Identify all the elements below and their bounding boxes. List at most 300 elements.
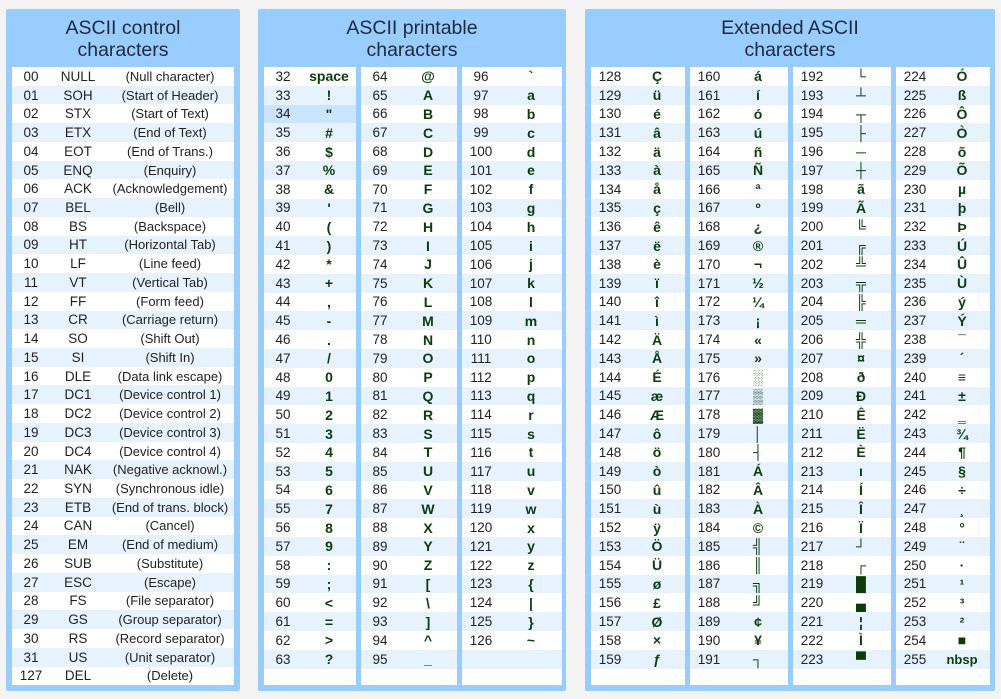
char-cell: nbsp bbox=[946, 651, 978, 667]
table-row bbox=[12, 254, 234, 273]
code-cell: 232 bbox=[903, 219, 927, 235]
table-row bbox=[361, 180, 457, 199]
extended-column bbox=[591, 67, 685, 685]
code-cell: 122 bbox=[469, 557, 493, 573]
char-cell: t bbox=[528, 444, 534, 461]
table-row bbox=[591, 311, 685, 330]
code-cell: 47 bbox=[275, 350, 291, 366]
table-row bbox=[264, 481, 356, 500]
table-row bbox=[361, 142, 457, 161]
table-row bbox=[896, 349, 990, 368]
char-cell: Í bbox=[859, 481, 863, 498]
code-cell: 06 bbox=[23, 181, 39, 197]
code-cell: 164 bbox=[697, 144, 721, 160]
table-row bbox=[12, 273, 234, 292]
char-cell: Ì bbox=[859, 632, 863, 649]
table-row bbox=[462, 330, 562, 349]
code-cell: 254 bbox=[903, 632, 927, 648]
extended-column bbox=[793, 67, 891, 685]
char-cell: b bbox=[526, 105, 536, 122]
char-cell: 2 bbox=[325, 406, 333, 423]
table-row bbox=[591, 142, 685, 161]
code-cell: 126 bbox=[469, 632, 493, 648]
table-row bbox=[264, 142, 356, 161]
char-cell: ç bbox=[653, 199, 661, 216]
abbr-cell: ETB bbox=[64, 499, 92, 515]
code-cell: 242 bbox=[903, 407, 927, 423]
char-cell: │ bbox=[753, 425, 763, 442]
table-row bbox=[12, 479, 234, 498]
char-cell: ¸ bbox=[959, 500, 965, 517]
char-cell: ^ bbox=[423, 632, 433, 649]
char-cell: @ bbox=[421, 68, 435, 85]
code-cell: 201 bbox=[800, 238, 824, 254]
table-row bbox=[591, 123, 685, 142]
char-cell: Ú bbox=[956, 237, 968, 254]
table-row bbox=[361, 330, 457, 349]
table-row bbox=[690, 443, 788, 462]
char-cell: - bbox=[326, 312, 332, 329]
table-row bbox=[591, 424, 685, 443]
char-cell: » bbox=[754, 350, 762, 367]
char-cell: ó bbox=[753, 105, 763, 122]
code-cell: 186 bbox=[697, 557, 721, 573]
char-cell: ¼ bbox=[752, 293, 764, 310]
char-cell: w bbox=[525, 500, 537, 517]
code-cell: 43 bbox=[275, 275, 291, 291]
table-row bbox=[462, 67, 562, 86]
code-cell: 195 bbox=[800, 125, 824, 141]
table-row bbox=[361, 86, 457, 105]
abbr-cell: FS bbox=[69, 593, 87, 609]
code-cell: 18 bbox=[23, 406, 39, 422]
abbr-cell: FF bbox=[69, 293, 87, 309]
char-cell: 9 bbox=[325, 538, 333, 555]
code-cell: 204 bbox=[800, 294, 824, 310]
table-row bbox=[462, 387, 562, 406]
table-row bbox=[264, 387, 356, 406]
char-cell: + bbox=[324, 275, 334, 292]
description-cell: (Form feed) bbox=[136, 293, 204, 309]
code-cell: 15 bbox=[23, 349, 39, 365]
char-cell: v bbox=[527, 481, 535, 498]
table-row bbox=[793, 86, 891, 105]
code-cell: 75 bbox=[372, 275, 388, 291]
table-row bbox=[361, 293, 457, 312]
code-cell: 11 bbox=[23, 274, 38, 290]
char-cell: Ø bbox=[651, 613, 663, 630]
code-cell: 146 bbox=[598, 407, 622, 423]
table-row bbox=[462, 462, 562, 481]
char-cell: ┘ bbox=[856, 538, 866, 555]
code-cell: 124 bbox=[469, 595, 493, 611]
table-row bbox=[12, 573, 234, 592]
code-cell: 220 bbox=[800, 595, 824, 611]
char-cell: Å bbox=[651, 350, 663, 367]
code-cell: 39 bbox=[275, 200, 291, 216]
char-cell: ÿ bbox=[653, 519, 661, 536]
table-row bbox=[690, 105, 788, 124]
char-cell: : bbox=[326, 557, 332, 574]
char-cell: \ bbox=[426, 594, 430, 611]
char-cell: * bbox=[326, 256, 332, 273]
char-cell: ▀ bbox=[856, 651, 866, 668]
char-cell: Ê bbox=[856, 406, 866, 423]
char-cell: Ó bbox=[956, 68, 968, 85]
code-cell: 123 bbox=[469, 576, 493, 592]
table-row bbox=[793, 481, 891, 500]
table-row bbox=[462, 311, 562, 330]
table-row bbox=[361, 424, 457, 443]
char-cell: û bbox=[652, 481, 662, 498]
char-cell: ╬ bbox=[856, 331, 866, 348]
char-cell: ┼ bbox=[856, 162, 866, 179]
description-cell: (Data link escape) bbox=[117, 368, 223, 384]
code-cell: 119 bbox=[470, 501, 492, 517]
char-cell: 4 bbox=[325, 444, 333, 461]
table-row bbox=[591, 481, 685, 500]
char-cell: 1 bbox=[325, 387, 333, 404]
description-cell: (Cancel) bbox=[145, 518, 195, 534]
table-row bbox=[264, 330, 356, 349]
table-row bbox=[462, 443, 562, 462]
printable-section bbox=[258, 9, 566, 691]
code-cell: 04 bbox=[23, 143, 39, 159]
table-row bbox=[896, 650, 990, 669]
code-cell: 174 bbox=[697, 332, 721, 348]
char-cell: ë bbox=[653, 237, 661, 254]
code-cell: 114 bbox=[470, 407, 492, 423]
table-row bbox=[361, 236, 457, 255]
table-row bbox=[793, 67, 891, 86]
table-row bbox=[591, 443, 685, 462]
code-cell: 66 bbox=[372, 106, 388, 122]
code-cell: 211 bbox=[801, 426, 823, 442]
char-cell: O bbox=[422, 350, 434, 367]
table-row bbox=[361, 161, 457, 180]
table-row bbox=[896, 405, 990, 424]
code-cell: 61 bbox=[275, 614, 291, 629]
table-row bbox=[690, 612, 788, 631]
code-cell: 125 bbox=[469, 614, 493, 629]
table-row bbox=[591, 293, 685, 312]
abbr-cell: US bbox=[68, 649, 88, 665]
char-cell: I bbox=[426, 237, 430, 254]
table-row bbox=[793, 537, 891, 556]
table-row bbox=[462, 499, 562, 518]
code-cell: 237 bbox=[903, 313, 927, 329]
code-cell: 76 bbox=[372, 294, 388, 310]
table-row bbox=[896, 217, 990, 236]
code-cell: 158 bbox=[598, 632, 622, 648]
char-cell: x bbox=[527, 519, 535, 536]
code-cell: 93 bbox=[372, 614, 388, 629]
char-cell: i bbox=[529, 237, 533, 254]
description-cell: (End of trans. block) bbox=[111, 499, 229, 515]
code-cell: 85 bbox=[372, 463, 388, 479]
code-cell: 97 bbox=[473, 87, 489, 103]
table-row bbox=[12, 142, 234, 161]
code-cell: 50 bbox=[275, 407, 291, 423]
abbr-cell: STX bbox=[64, 106, 92, 122]
char-cell: > bbox=[324, 632, 334, 649]
table-row bbox=[896, 67, 990, 86]
code-cell: 98 bbox=[473, 106, 489, 122]
table-row bbox=[462, 199, 562, 218]
table-row bbox=[690, 537, 788, 556]
code-cell: 118 bbox=[470, 482, 492, 498]
table-row bbox=[12, 198, 234, 217]
char-cell: 0 bbox=[325, 369, 333, 386]
table-row bbox=[462, 518, 562, 537]
char-cell: m bbox=[524, 312, 538, 329]
char-cell: ] bbox=[425, 613, 431, 630]
code-cell: 161 bbox=[697, 87, 721, 103]
table-row bbox=[793, 105, 891, 124]
code-cell: 163 bbox=[697, 125, 721, 141]
description-cell: (Escape) bbox=[143, 574, 197, 590]
char-cell: K bbox=[422, 275, 434, 292]
char-cell: } bbox=[528, 613, 534, 630]
table-row bbox=[591, 274, 685, 293]
char-cell: ¡ bbox=[755, 312, 761, 329]
description-cell: (Null character) bbox=[125, 68, 215, 84]
table-row bbox=[591, 161, 685, 180]
code-cell: 14 bbox=[23, 331, 39, 347]
code-cell: 168 bbox=[697, 219, 721, 235]
code-cell: 130 bbox=[598, 106, 622, 122]
code-cell: 194 bbox=[800, 106, 824, 122]
code-cell: 153 bbox=[598, 538, 622, 554]
char-cell: k bbox=[527, 275, 535, 292]
char-cell: ┐ bbox=[753, 651, 763, 668]
char-cell: ` bbox=[528, 68, 534, 85]
table-row bbox=[12, 667, 234, 686]
char-cell: ¬ bbox=[753, 256, 763, 273]
char-cell: , bbox=[327, 293, 331, 310]
char-cell: ø bbox=[652, 575, 662, 592]
table-row bbox=[264, 462, 356, 481]
char-cell: " bbox=[325, 105, 333, 122]
table-row bbox=[462, 142, 562, 161]
char-cell: ■ bbox=[957, 632, 967, 649]
table-row bbox=[12, 592, 234, 611]
char-cell: Ù bbox=[956, 275, 968, 292]
table-row bbox=[591, 199, 685, 218]
table-row bbox=[793, 255, 891, 274]
abbr-cell: DC3 bbox=[64, 424, 92, 440]
table-row bbox=[12, 311, 234, 330]
table-row bbox=[12, 348, 234, 367]
char-cell: _ bbox=[424, 651, 432, 668]
char-cell: space bbox=[309, 68, 349, 85]
abbr-cell: SUB bbox=[64, 555, 92, 571]
code-cell: 133 bbox=[598, 162, 622, 178]
table-row bbox=[264, 67, 356, 86]
code-cell: 241 bbox=[903, 388, 927, 404]
char-cell: | bbox=[529, 594, 533, 611]
abbr-cell: SO bbox=[68, 331, 88, 347]
abbr-cell: BS bbox=[68, 218, 87, 234]
table-row bbox=[896, 330, 990, 349]
code-cell: 231 bbox=[903, 200, 927, 216]
table-row bbox=[462, 631, 562, 650]
char-cell: © bbox=[752, 519, 764, 536]
char-cell: ½ bbox=[752, 275, 764, 292]
table-row bbox=[264, 105, 356, 124]
char-cell: ▓ bbox=[752, 406, 764, 423]
char-cell: ╔ bbox=[856, 237, 866, 254]
code-cell: 154 bbox=[598, 557, 622, 573]
description-cell: (Vertical Tab) bbox=[132, 274, 208, 290]
code-cell: 08 bbox=[23, 218, 39, 234]
code-cell: 188 bbox=[697, 595, 721, 611]
table-row bbox=[690, 161, 788, 180]
table-row bbox=[591, 575, 685, 594]
code-cell: 156 bbox=[598, 595, 622, 611]
table-row bbox=[591, 593, 685, 612]
table-row bbox=[12, 404, 234, 423]
char-cell: ñ bbox=[753, 143, 763, 160]
table-row bbox=[12, 86, 234, 105]
table-row bbox=[361, 255, 457, 274]
code-cell: 20 bbox=[23, 443, 39, 459]
code-cell: 234 bbox=[903, 256, 927, 272]
char-cell: ® bbox=[752, 237, 764, 254]
code-cell: 68 bbox=[372, 144, 388, 160]
table-row bbox=[896, 481, 990, 500]
code-cell: 236 bbox=[903, 294, 927, 310]
code-cell: 78 bbox=[372, 332, 388, 348]
char-cell: ± bbox=[958, 387, 966, 404]
char-cell: 5 bbox=[325, 463, 333, 480]
code-cell: 245 bbox=[903, 463, 927, 479]
code-cell: 12 bbox=[23, 293, 39, 309]
table-row bbox=[264, 499, 356, 518]
table-row bbox=[462, 650, 562, 669]
code-cell: 42 bbox=[275, 256, 291, 272]
char-cell: R bbox=[422, 406, 434, 423]
table-row bbox=[690, 255, 788, 274]
description-cell: (File separator) bbox=[125, 593, 215, 609]
table-row bbox=[690, 236, 788, 255]
code-cell: 33 bbox=[275, 87, 291, 103]
code-cell: 210 bbox=[800, 407, 824, 423]
table-row bbox=[591, 255, 685, 274]
code-cell: 41 bbox=[275, 238, 291, 254]
char-cell: # bbox=[325, 124, 333, 141]
char-cell: ª bbox=[755, 181, 761, 198]
table-row bbox=[690, 499, 788, 518]
code-cell: 89 bbox=[372, 538, 388, 554]
char-cell: . bbox=[327, 331, 331, 348]
code-cell: 49 bbox=[275, 388, 291, 404]
code-cell: 136 bbox=[598, 219, 622, 235]
code-cell: 177 bbox=[697, 388, 721, 404]
table-row bbox=[690, 142, 788, 161]
table-row bbox=[690, 330, 788, 349]
abbr-cell: SI bbox=[71, 349, 85, 365]
char-cell: Î bbox=[859, 500, 863, 517]
code-cell: 140 bbox=[598, 294, 622, 310]
table-row bbox=[690, 575, 788, 594]
code-cell: 99 bbox=[473, 125, 489, 141]
table-row bbox=[793, 217, 891, 236]
table-row bbox=[361, 631, 457, 650]
code-cell: 30 bbox=[23, 630, 39, 646]
code-cell: 117 bbox=[470, 463, 492, 479]
char-cell: â bbox=[653, 124, 661, 141]
abbr-cell: CAN bbox=[63, 518, 93, 534]
table-row bbox=[462, 593, 562, 612]
code-cell: 28 bbox=[23, 593, 39, 609]
description-cell: (End of Text) bbox=[133, 125, 207, 141]
table-row bbox=[264, 274, 356, 293]
code-cell: 53 bbox=[275, 463, 291, 479]
char-cell: ú bbox=[753, 124, 763, 141]
code-cell: 127 bbox=[19, 668, 43, 684]
abbr-cell: SOH bbox=[63, 87, 93, 103]
code-cell: 172 bbox=[697, 294, 721, 310]
char-cell: Þ bbox=[957, 218, 967, 235]
code-cell: 134 bbox=[598, 181, 622, 197]
code-cell: 142 bbox=[598, 332, 622, 348]
char-cell: ║ bbox=[753, 557, 763, 574]
table-row bbox=[264, 217, 356, 236]
code-cell: 165 bbox=[697, 162, 721, 178]
code-cell: 181 bbox=[697, 463, 721, 479]
description-cell: (Device control 4) bbox=[119, 443, 221, 459]
code-cell: 32 bbox=[275, 68, 291, 84]
char-cell: ┌ bbox=[856, 557, 866, 574]
code-cell: 101 bbox=[469, 162, 493, 178]
code-cell: 81 bbox=[372, 388, 388, 404]
code-cell: 182 bbox=[697, 482, 721, 498]
code-cell: 113 bbox=[470, 388, 492, 404]
table-row bbox=[361, 199, 457, 218]
table-row bbox=[690, 405, 788, 424]
table-row bbox=[361, 217, 457, 236]
table-row bbox=[793, 274, 891, 293]
char-cell: g bbox=[526, 199, 536, 216]
char-cell: · bbox=[959, 557, 965, 574]
code-cell: 148 bbox=[598, 444, 622, 460]
code-cell: 45 bbox=[275, 313, 291, 329]
char-cell: ¾ bbox=[956, 425, 968, 442]
table-row bbox=[793, 650, 891, 669]
description-cell: (Shift In) bbox=[145, 349, 195, 365]
code-cell: 38 bbox=[275, 181, 291, 197]
table-row bbox=[361, 575, 457, 594]
abbr-cell: DC1 bbox=[64, 387, 92, 403]
char-cell: 7 bbox=[325, 500, 333, 517]
char-cell: î bbox=[655, 293, 659, 310]
code-cell: 147 bbox=[598, 426, 622, 442]
char-cell: ╩ bbox=[856, 256, 866, 273]
table-row bbox=[896, 255, 990, 274]
code-cell: 48 bbox=[275, 369, 291, 385]
code-cell: 189 bbox=[697, 614, 721, 629]
char-cell: ├ bbox=[856, 124, 866, 141]
code-cell: 152 bbox=[598, 520, 622, 536]
code-cell: 60 bbox=[275, 595, 291, 611]
code-cell: 46 bbox=[275, 332, 291, 348]
char-cell: L bbox=[423, 293, 433, 310]
description-cell: (Bell) bbox=[154, 200, 186, 215]
code-cell: 22 bbox=[23, 481, 39, 497]
char-cell: y bbox=[527, 538, 535, 555]
table-row bbox=[361, 311, 457, 330]
